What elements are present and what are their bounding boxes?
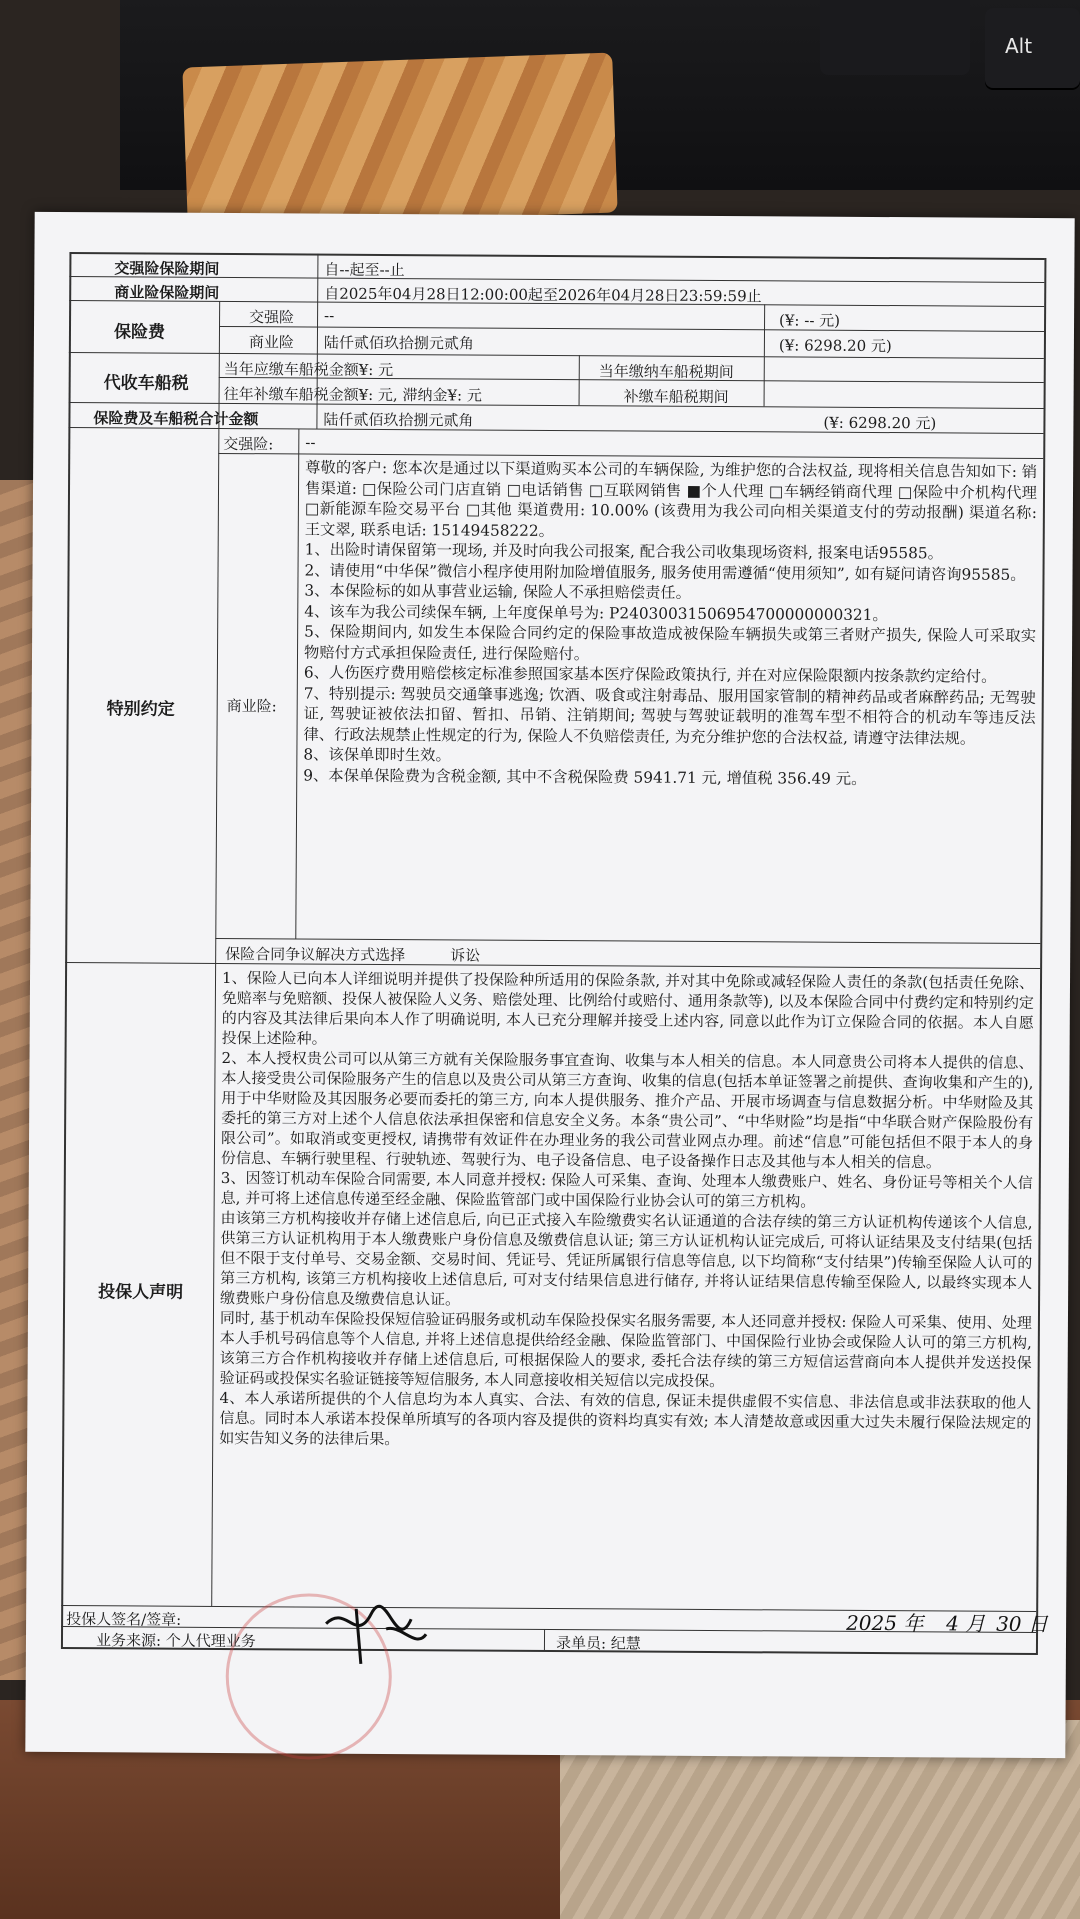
special-term: 2、请使用“中华保”微信小程序使用附加险增值服务, 服务使用需遵循“使用须知”, 如有疑问请咨询95585。 <box>304 560 1026 584</box>
tax-current-label: 当年应缴车船税金额¥: 元 <box>223 359 394 380</box>
syx-period-value: 自2025年04月28日12:00:00起至2026年04月28日23:59:59止 <box>324 284 762 306</box>
total-label: 保险费及车船税合计金额 <box>93 409 259 429</box>
special-term: 3、本保险标的如从事营业运输, 保险人不承担赔偿责任。 <box>304 581 692 602</box>
jqx-period-value: 自--起至--止 <box>324 260 405 280</box>
premium-syx-value: 陆仟贰佰玖拾捌元贰角 <box>323 333 474 353</box>
declaration-paragraph: 2、本人授权贵公司可以从第三方就有关保险服务事宜查询、收集与本人相关的信息。本人同意贵公司将本人提供的信息、本人接受贵公司保险服务产生的信息以及贵公司从第三方查询、收集的信息(包括本单证签署之前提供、查询收集和产生的), 用于中华财险及其因服务必要而委托的第三方, 向本人提供服务、推介产品、开展市场调查与信息数据分析。中华财险及其委托的第三方对上述个人信息依法承担保密和信息安全义务。本条“贵公司”、“中华财险”均是指“中华联合财产保险股份有限公司”。如取消或变更授权, 请携带有效证件在办理业务的我公司营业网点办理。前述“信息”可能包括但不限于本人的身份信息、车辆行驶里程、行驶轨迹、驾驶行为、电子设备信息、电子设备操作日志及其他与本人相关的信息。 <box>220 1048 1034 1172</box>
special-terms-label: 特别约定 <box>106 699 175 720</box>
dispute-label: 保险合同争议解决方式选择 <box>225 945 406 965</box>
special-jqx-label: 交强险: <box>223 434 274 454</box>
special-term: 7、特别提示: 驾驶员交通肇事逃逸; 饮酒、吸食或注射毒品、服用国家管制的精神药品或者麻醉药品; 无驾驶证, 驾驶证被依法扣留、暂扣、吊销、注销期间; 驾驶与驾驶证载明的准驾车型不相符合的机动车等违反法律、行政法规禁止性规定的行为, 保险人不负赔偿责任, 为充分维护您的合法权益, 请遵守法律法规。 <box>303 683 1036 748</box>
special-term: 9、本保单保险费为含税金额, 其中不含税保险费 5941.71 元, 增值税 356.49 元。 <box>303 765 867 788</box>
signature-day: 30 日 <box>996 1611 1048 1637</box>
tax-label: 代收车船税 <box>103 373 189 394</box>
signature-month: 4 月 <box>946 1611 986 1636</box>
declaration-paragraph: 由该第三方机构接收并存储上述信息后, 向已正式接入车险缴费实名认证通道的合法存续的第三方认证机构传递该个人信息, 供第三方认证机构用于本人缴费账户身份信息及缴费信息认证; 第三方认证机构认证完成后, 可将认证结果及支付结果(包括但不限于支付单号、交易金额、交易时间、凭证号、凭证所属银行信息等信息, 以下均简称“支付结果”)传输至保险人认可的第三方机构, 该第三方机构接收上述信息后, 可对支付结果信息进行储存, 并将认证结果信息传输至保险人, 以最终实现本人缴费账户身份信息及缴费信息认证。 <box>220 1208 1033 1309</box>
special-term: 尊敬的客户: 您本次是通过以下渠道购买本公司的车辆保险, 为维护您的合法权益, 现将相关信息告知如下: 销售渠道: □保险公司门店直销 □电话销售 □互联网销售 ■个人代理 □车辆经销商代理 □保险中介机构代理 □新能源车险交易平台 □其他 渠道费用: 10.00% (该费用为我公司向相关渠道支付的劳动报酬) 渠道名称: 王文翠, 联系电话: 15149458222。 <box>304 458 1038 540</box>
source-label: 业务来源: 个人代理业务 <box>95 1631 256 1651</box>
special-term: 8、该保单即时生效。 <box>303 745 451 765</box>
special-terms-text <box>303 457 1037 789</box>
premium-syx-amount: (¥: 6298.20 元) <box>778 336 892 356</box>
special-jqx-value: -- <box>305 433 316 452</box>
special-term: 5、保险期间内, 如发生本保险合同约定的保险事故造成被保险车辆损失或第三者财产损失, 保险人可采取实物赔付方式承担保险责任, 进行保险赔付。 <box>303 622 1037 663</box>
declaration-label: 投保人声明 <box>98 1282 184 1303</box>
total-value: 陆仟贰佰玖拾捌元贰角 <box>323 410 474 430</box>
signature-label: 投保人签名/签章: <box>66 1610 182 1629</box>
tax-past-period-label: 补缴车船税期间 <box>623 387 729 407</box>
tax-current-period-label: 当年缴纳车船税期间 <box>598 362 734 382</box>
special-term: 4、该车为我公司续保车辆, 上年度保单号为: P24030031506954700000000321。 <box>304 601 888 624</box>
premium-jqx-label: 交强险 <box>249 308 295 327</box>
dispute-value: 诉讼 <box>450 946 481 965</box>
premium-syx-label: 商业险 <box>248 333 294 352</box>
keyboard-key <box>820 0 970 75</box>
special-term: 6、人伤医疗费用赔偿核定标准参照国家基本医疗保险政策执行, 并在对应保险限额内按条款约定给付。 <box>303 663 997 686</box>
special-syx-label: 商业险: <box>226 697 277 716</box>
recorder-label: 录单员: 纪慧 <box>555 1634 641 1653</box>
alt-key <box>985 8 1080 88</box>
handwritten-signature <box>316 1594 436 1675</box>
insurance-document <box>25 212 1074 1758</box>
alt-key-label: Alt <box>1005 34 1033 58</box>
declaration-paragraph: 4、本人承诺所提供的个人信息均为本人真实、合法、有效的信息, 保证未提供虚假不实信息、非法信息或非法获取的他人信息。同时本人承诺本投保单所填写的各项内容及提供的资料均真实有效; 本人清楚故意或因重大过失未履行保险法规定的如实告知义务的法律后果。 <box>219 1388 1032 1449</box>
declaration-paragraph: 同时, 基于机动车保险投保短信验证码服务或机动车保险投保实名服务需要, 本人还同意并授权: 保险人可采集、使用、处理本人手机号码信息等个人信息, 并将上述信息提供给经金融、保险监管部门、中国保险行业协会或保险人认可的第三方机构, 该第三方合作机构接收并存储上述信息后, 可根据保险人的要求, 委托合法存续的第三方短信运营商向本人提供并发送投保验证码或投保实名验证链接等短信服务, 本人同意接收相关短信以完成投保。 <box>219 1308 1032 1391</box>
declaration-paragraph: 1、保险人已向本人详细说明并提供了投保险种所适用的保险条款, 并对其中免除或减轻保险人责任的条款(包括责任免除、免赔率与免赔额、投保人被保险人义务、赔偿处理、比例给付或赔付、通用条款等), 以及本保险合同中付费约定和特别约定的内容及其法律后果向本人作了明确说明, 本人已充分理解并接受上述内容, 同意以此作为订立保险合同的依据。本人自愿投保上述险种。 <box>221 968 1035 1048</box>
signature-year: 2025 年 <box>846 1610 924 1636</box>
woven-mat <box>182 53 617 228</box>
total-amount: (¥: 6298.20 元) <box>823 413 937 433</box>
special-term: 1、出险时请保留第一现场, 并及时向我公司报案, 配合我公司收集现场资料, 报案电话95585。 <box>304 540 943 563</box>
tax-past-label: 往年补缴车船税金额¥: 元, 滞纳金¥: 元 <box>223 384 482 405</box>
jqx-period-label: 交强险保险期间 <box>114 259 220 278</box>
syx-period-label: 商业险保险期间 <box>114 283 220 302</box>
declaration-text <box>219 968 1034 1453</box>
premium-label: 保险费 <box>113 322 166 343</box>
declaration-paragraph: 3、因签订机动车保险合同需要, 本人同意并授权: 保险人可采集、查询、处理本人缴费账户、姓名、身份证号等相关个人信息, 并可将上述信息传递至经金融、保险监管部门或中国保险行业协会认可的第三方机构。 <box>220 1168 1033 1211</box>
premium-jqx-amount: (¥: -- 元) <box>779 311 841 330</box>
premium-jqx-value: -- <box>324 306 335 325</box>
